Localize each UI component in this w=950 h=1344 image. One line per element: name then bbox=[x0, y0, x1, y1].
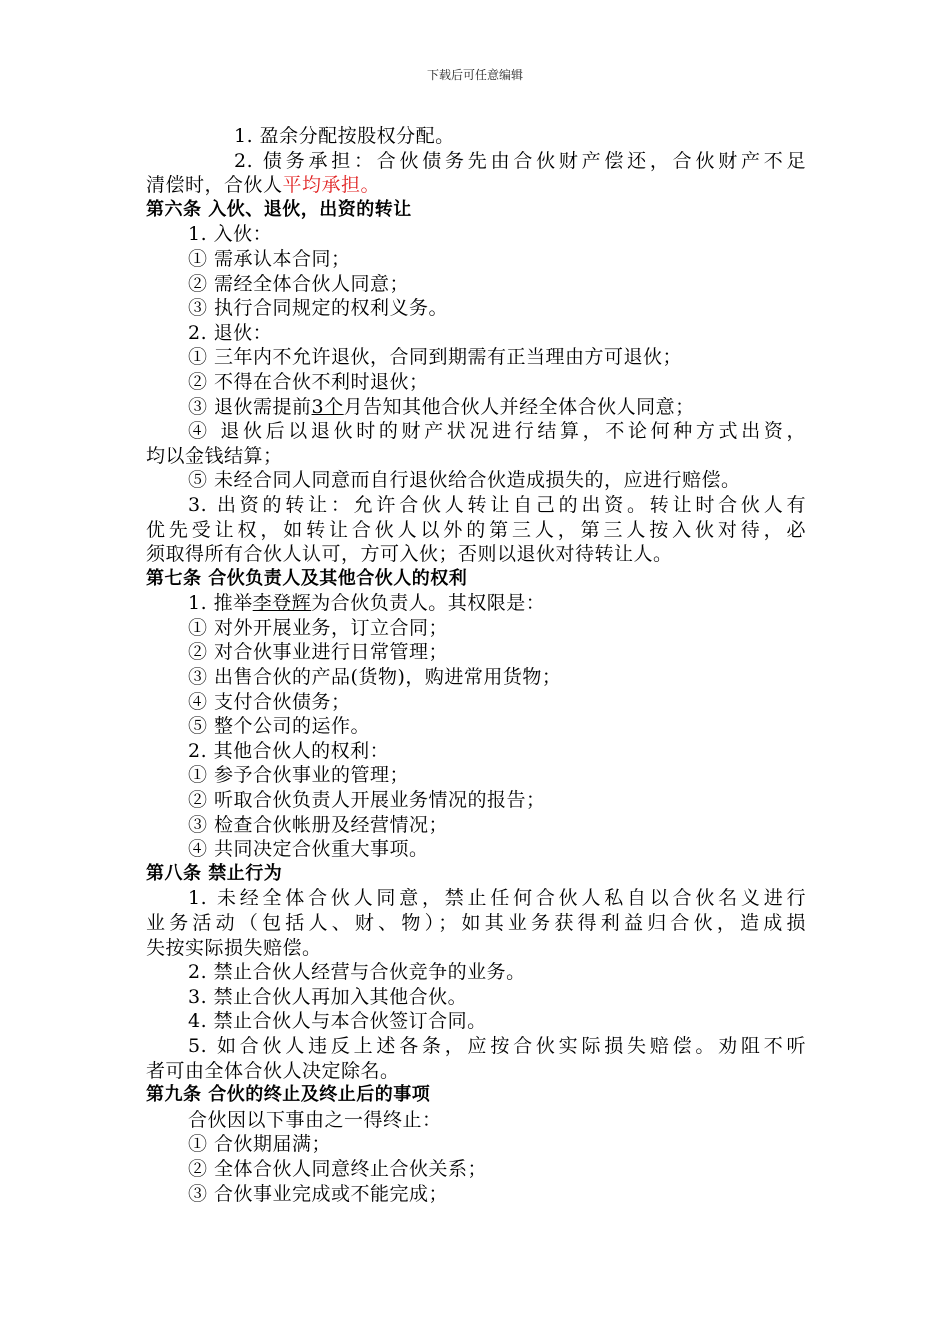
text-line bbox=[146, 788, 806, 813]
text-line bbox=[146, 222, 806, 247]
underlined-text: 李登辉 bbox=[252, 592, 312, 615]
text-line bbox=[146, 272, 806, 297]
text-segment: ③ 检查合伙帐册及经营情况； bbox=[188, 813, 449, 836]
text-segment: 清偿时，合伙人 bbox=[146, 174, 283, 197]
section-heading bbox=[146, 862, 806, 887]
text-segment: 第九条 合伙的终止及终止后的事项 bbox=[146, 1084, 431, 1106]
text-line bbox=[146, 616, 806, 641]
text-line bbox=[146, 518, 806, 543]
text-segment: 1. 推举 bbox=[188, 592, 253, 615]
text-segment: 5. 如合伙人违反上述各条，应按合伙实际损失赔偿。劝阻不听 bbox=[188, 1034, 806, 1057]
text-segment: ③ 出售合伙的产品(货物)，购进常用货物； bbox=[188, 666, 562, 689]
text-segment: 第七条 合伙负责人及其他合伙人的权利 bbox=[146, 567, 468, 589]
text-segment: ② 对合伙事业进行日常管理； bbox=[188, 641, 449, 664]
section-heading bbox=[146, 1083, 806, 1108]
text-line bbox=[146, 911, 806, 936]
text-line bbox=[146, 1182, 806, 1207]
text-segment: 优先受让权，如转让合伙人以外的第三人，第三人按入伙对待，必 bbox=[146, 518, 806, 541]
text-line bbox=[146, 936, 806, 961]
text-segment: ① 对外开展业务，订立合同； bbox=[188, 616, 449, 639]
text-segment: 合伙因以下事由之一得终止： bbox=[188, 1108, 442, 1131]
text-segment: 为合伙负责人。其权限是： bbox=[311, 592, 546, 615]
text-segment: 3. 禁止合伙人再加入其他合伙。 bbox=[188, 985, 468, 1008]
text-segment: 2. 其他合伙人的权利： bbox=[188, 739, 390, 762]
text-line bbox=[146, 1108, 806, 1133]
text-segment: 月告知其他合伙人并经全体合伙人同意； bbox=[343, 395, 695, 418]
text-line bbox=[146, 493, 806, 518]
underlined-text: 3个 bbox=[311, 395, 344, 418]
text-line bbox=[146, 813, 806, 838]
text-segment: ① 合伙期届满； bbox=[188, 1133, 332, 1156]
text-segment: 3. 出资的转让：允许合伙人转让自己的出资。转让时合伙人有 bbox=[188, 493, 806, 516]
text-line bbox=[146, 1132, 806, 1157]
text-segment: ③ 合伙事业完成或不能完成； bbox=[188, 1182, 449, 1205]
text-segment: ① 三年内不允许退伙，合同到期需有正当理由方可退伙； bbox=[188, 346, 683, 369]
highlighted-text: 平均承担。 bbox=[282, 174, 381, 197]
text-line bbox=[146, 763, 806, 788]
text-segment: ⑤ 整个公司的运作。 bbox=[188, 715, 371, 738]
text-line bbox=[146, 591, 806, 616]
text-line bbox=[146, 395, 806, 420]
text-segment: 须取得所有合伙人认可，方可入伙；否则以退伙对待转让人。 bbox=[146, 543, 673, 566]
text-line bbox=[146, 149, 806, 174]
text-segment: 者可由全体合伙人决定除名。 bbox=[146, 1059, 400, 1082]
text-line bbox=[146, 1034, 806, 1059]
text-segment: 1. 未经全体合伙人同意，禁止任何合伙人私自以合伙名义进行 bbox=[188, 887, 806, 910]
text-line bbox=[146, 739, 806, 764]
text-line bbox=[146, 690, 806, 715]
text-segment: 第八条 禁止行为 bbox=[146, 862, 283, 884]
text-line bbox=[146, 714, 806, 739]
text-line bbox=[146, 886, 806, 911]
text-line bbox=[146, 960, 806, 985]
text-segment: ① 参予合伙事业的管理； bbox=[188, 764, 410, 787]
text-line bbox=[146, 124, 806, 149]
text-line bbox=[146, 837, 806, 862]
text-line bbox=[146, 1157, 806, 1182]
text-segment: ② 全体合伙人同意终止合伙关系； bbox=[188, 1157, 488, 1180]
text-line bbox=[146, 444, 806, 469]
text-segment: 1. 盈余分配按股权分配。 bbox=[234, 125, 455, 147]
text-segment: ② 听取合伙负责人开展业务情况的报告； bbox=[188, 789, 546, 812]
document-body bbox=[146, 124, 806, 1206]
text-segment: ④ 支付合伙债务； bbox=[188, 690, 351, 713]
text-line bbox=[146, 468, 806, 493]
text-segment: 4. 禁止合伙人与本合伙签订合同。 bbox=[188, 1010, 487, 1033]
text-line bbox=[146, 173, 806, 198]
text-line bbox=[146, 542, 806, 567]
text-line bbox=[146, 985, 806, 1010]
section-heading bbox=[146, 198, 806, 223]
text-segment: ③ 退伙需提前 bbox=[188, 395, 312, 418]
text-segment: 2. 禁止合伙人经营与合伙竞争的业务。 bbox=[188, 961, 526, 984]
text-line bbox=[146, 345, 806, 370]
text-segment: 业务活动（包括人、财、物）；如其业务获得利益归合伙，造成损 bbox=[146, 912, 806, 934]
text-line bbox=[146, 296, 806, 321]
text-segment: ⑤ 未经合同人同意而自行退伙给合伙造成损失的，应进行赔偿。 bbox=[188, 469, 741, 492]
text-line bbox=[146, 321, 806, 346]
text-segment: ① 需承认本合同； bbox=[188, 247, 351, 270]
text-segment: 第六条 入伙、退伙，出资的转让 bbox=[146, 198, 412, 220]
text-line bbox=[146, 1009, 806, 1034]
text-segment: ④ 共同决定合伙重大事项。 bbox=[188, 838, 429, 861]
text-line bbox=[146, 419, 806, 444]
text-line bbox=[146, 665, 806, 690]
text-segment: 均以金钱结算； bbox=[146, 444, 283, 467]
text-segment: 2. 债务承担：合伙债务先由合伙财产偿还，合伙财产不足 bbox=[234, 149, 806, 172]
text-line bbox=[146, 370, 806, 395]
section-heading bbox=[146, 567, 806, 592]
text-line bbox=[146, 640, 806, 665]
text-segment: ② 需经全体合伙人同意； bbox=[188, 272, 410, 295]
text-segment: 2. 退伙： bbox=[188, 321, 273, 344]
text-segment: ④ 退伙后以退伙时的财产状况进行结算，不论何种方式出资， bbox=[188, 420, 806, 443]
text-segment: 1. 入伙： bbox=[188, 223, 273, 246]
text-line bbox=[146, 247, 806, 272]
text-line bbox=[146, 1059, 806, 1084]
text-segment: ② 不得在合伙不利时退伙； bbox=[188, 370, 429, 393]
text-segment: 失按实际损失赔偿。 bbox=[146, 936, 322, 959]
page-header: 下载后可任意编辑 bbox=[426, 68, 523, 82]
text-segment: ③ 执行合同规定的权利义务。 bbox=[188, 297, 449, 320]
